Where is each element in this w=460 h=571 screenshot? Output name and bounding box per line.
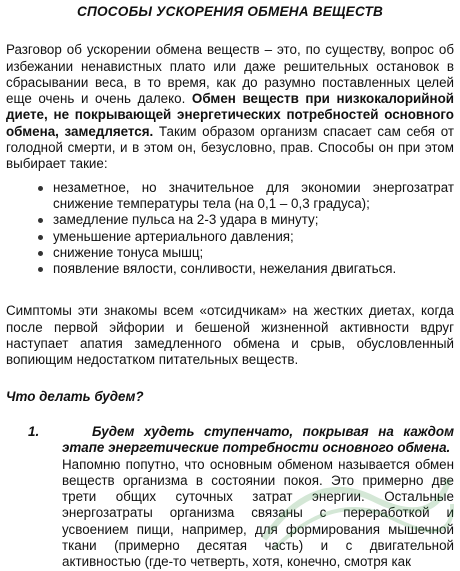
list-item: незаметное, но значительное для экономии энергозатрат снижение температуры тела (на 0,1 – 0,3 градуса); — [36, 180, 454, 213]
step-body: Напомню попутно, что основным обменом называется обмен веществ организма в состоянии покоя. Это примерно две трети общих суточных затрат энергии. Остальные энергозатраты организма связаны с переработкой и усвоением пищи, например, для формирования мышечной ткани (примерно десятая часть) и с двигательной активностью (где-то четверть, хотя, конечно, смотря как — [62, 456, 454, 570]
methods-list — [6, 180, 454, 278]
intro-paragraph — [6, 42, 454, 172]
intro-text-2: Таким образом организм спасает сам себя от голодной смерти, и в этом он, безусловно, прав. Способы он при этом выбирает такие: — [6, 123, 454, 172]
symptoms-paragraph: Симптомы эти знакомы всем «отсидчикам» на жестких диетах, когда после первой эйфории и бешеной жизненной активности вдруг наступает апатия замедленного обмена и срыв, обусловленный вопиющим недостатком питательных веществ. — [6, 303, 454, 368]
list-item: появление вялости, сонливости, нежелания двигаться. — [36, 261, 454, 277]
list-item: снижение тонуса мышц; — [36, 245, 454, 261]
step-number: 1. — [28, 423, 40, 439]
list-item: уменьшение артериального давления; — [36, 229, 454, 245]
step-item — [6, 424, 454, 571]
question-heading: Что делать будем? — [6, 388, 144, 404]
list-item: замедление пульса на 2-3 удара в минуту; — [36, 212, 454, 228]
step-title: Будем худеть ступенчато, покрывая на каждом этапе энергетические потребности основного обмена. — [62, 423, 454, 456]
intro-text-1: Разговор об ускорении обмена веществ – это, по существу, вопрос об избежании ненавистных плато или даже решительных остановок в сбрасывании веса, в то время, как до разумно поставленных целей еще очень и очень далеко. — [6, 42, 454, 107]
article-title: СПОСОБЫ УСКОРЕНИЯ ОБМЕНА ВЕЩЕСТВ — [77, 4, 383, 19]
steps-list — [6, 424, 454, 571]
intro-bold-statement: Обмен веществ при низкокалорийной диете, не покрывающей энергетических потребностей основного обмена, замедляется. — [6, 91, 455, 139]
